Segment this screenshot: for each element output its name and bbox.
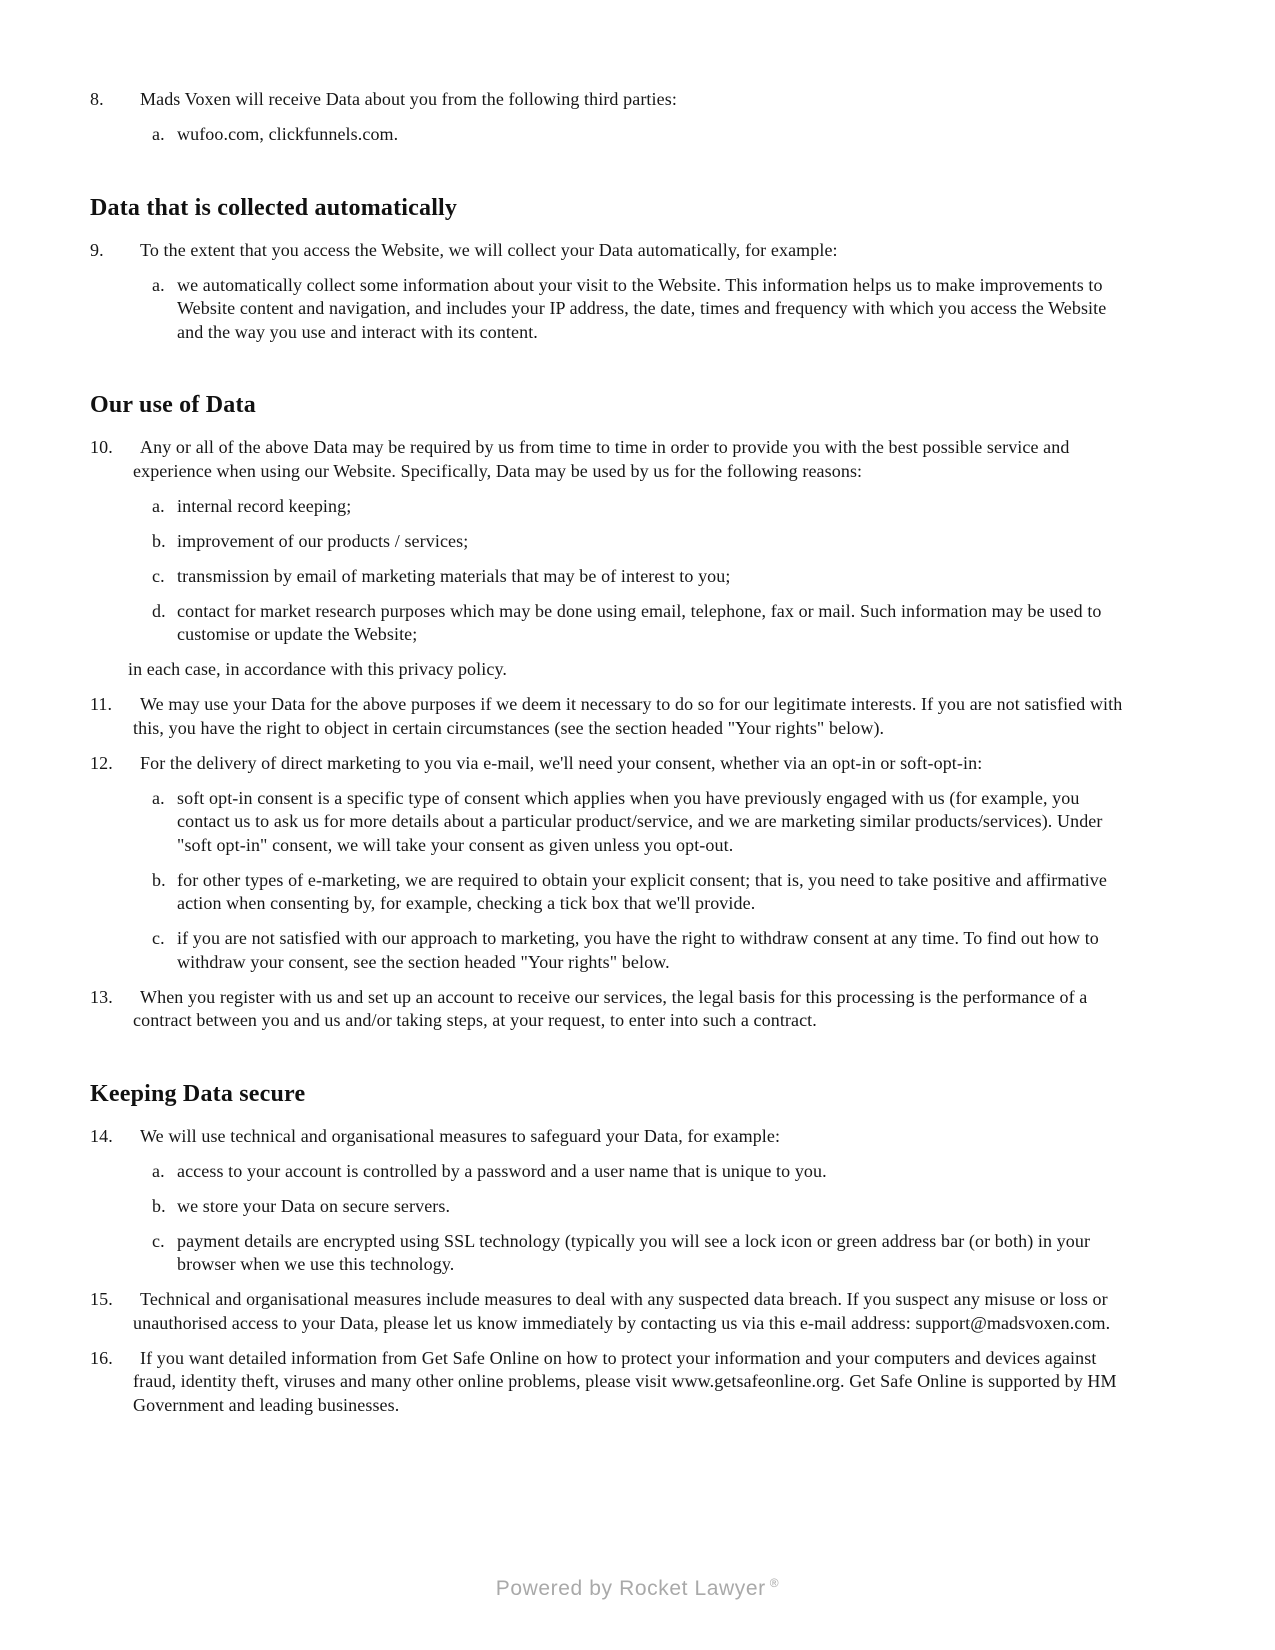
footer-powered-by	[0, 1576, 1275, 1601]
list-item-12	[90, 752, 1125, 776]
sub-item-text: improvement of our products / services;	[177, 530, 469, 551]
sub-item-14b	[152, 1195, 1125, 1219]
item-number: 11.	[90, 694, 113, 714]
sub-item-letter: d.	[152, 600, 166, 621]
sub-item-letter: c.	[152, 565, 165, 586]
list-item-8	[90, 88, 1125, 112]
list-item-9	[90, 239, 1125, 263]
item-number: 16.	[90, 1347, 113, 1368]
item-text: For the delivery of direct marketing to you via e-mail, we'll need your consent, whether via an opt-in or soft-opt-in:	[140, 752, 983, 773]
sub-item-letter: b.	[152, 1195, 166, 1216]
list-item-14	[90, 1125, 1125, 1149]
sub-item-letter: a.	[152, 274, 165, 295]
sub-item-10a	[152, 495, 1125, 519]
sub-item-10d	[152, 600, 1125, 647]
sub-item-text: internal record keeping;	[177, 495, 352, 516]
sub-item-letter: c.	[152, 928, 165, 948]
item-text: We will use technical and organisational measures to safeguard your Data, for example:	[140, 1125, 781, 1146]
heading-data-collected-automatically: Data that is collected automatically	[90, 194, 458, 221]
item-text: Any or all of the above Data may be required by us from time to time in order to provide you with the best possible service and experience when using our Website. Specifically, Data may be used by us for the following reasons:	[133, 437, 1070, 481]
item-number: 13.	[90, 986, 113, 1007]
note-in-each-case: in each case, in accordance with this privacy policy.	[128, 659, 507, 679]
list-item-10	[90, 436, 1125, 483]
sub-item-letter: b.	[152, 869, 166, 890]
item-text: When you register with us and set up an account to receive our services, the legal basis for this processing is the performance of a contract between you and us and/or taking steps, at your request, to enter into such a contract.	[133, 986, 1088, 1030]
item-text: We may use your Data for the above purposes if we deem it necessary to do so for our legitimate interests. If you are not satisfied with this, you have the right to object in certain circumstances (see the section headed "Your rights" below).	[133, 694, 1123, 738]
item-text: To the extent that you access the Website, we will collect your Data automatically, for example:	[140, 239, 838, 260]
sub-item-text: payment details are encrypted using SSL technology (typically you will see a lock icon or green address bar (or both) in your browser when we use this technology.	[177, 1230, 1091, 1274]
sub-item-text: wufoo.com, clickfunnels.com.	[177, 124, 399, 144]
item-text: Mads Voxen will receive Data about you from the following third parties:	[140, 89, 677, 109]
item-number: 12.	[90, 752, 113, 773]
sub-item-text: soft opt-in consent is a specific type of consent which applies when you have previously engaged with us (for example, you contact us to ask us for more details about a particular product/service, and we are marketing similar products/services). Under "soft opt-in" consent, we will take your consent as given unless you opt-out.	[177, 787, 1103, 855]
sub-item-letter: b.	[152, 530, 166, 551]
sub-item-10b	[152, 530, 1125, 554]
sub-item-12c	[152, 927, 1125, 974]
sub-item-letter: a.	[152, 787, 165, 808]
list-item-11	[90, 693, 1125, 740]
sub-item-14c	[152, 1230, 1125, 1277]
sub-item-10c	[152, 565, 1125, 589]
sub-item-letter: c.	[152, 1230, 165, 1251]
registered-trademark-symbol: ®	[769, 1576, 780, 1590]
sub-item-14a	[152, 1160, 1125, 1184]
sub-item-text: we automatically collect some information about your visit to the Website. This information helps us to make improvements to Website content and navigation, and includes your IP address, the date, times and frequency with which you access the Website and the way you use and interact with its content.	[177, 274, 1107, 342]
list-item-16	[90, 1347, 1125, 1418]
sub-item-letter: a.	[152, 495, 165, 516]
footer-brand-text: Powered by Rocket Lawyer	[495, 1577, 766, 1600]
sub-item-letter: a.	[152, 1160, 165, 1181]
sub-item-9a	[152, 274, 1125, 345]
sub-item-text: for other types of e-marketing, we are required to obtain your explicit consent; that is, you need to take positive and affirmative action when consenting by, for example, checking a tick box that we'll provide.	[177, 869, 1107, 913]
sub-item-letter: a.	[152, 124, 165, 144]
heading-keeping-data-secure: Keeping Data secure	[90, 1080, 306, 1107]
sub-item-text: if you are not satisfied with our approach to marketing, you have the right to withdraw consent at any time. To find out how to withdraw your consent, see the section headed "Your rights" below.	[177, 928, 1099, 972]
heading-our-use-of-data: Our use of Data	[90, 392, 256, 418]
sub-item-text: transmission by email of marketing materials that may be of interest to you;	[177, 565, 731, 586]
sub-item-8a	[152, 123, 1125, 147]
item-text: If you want detailed information from Get Safe Online on how to protect your information and your computers and devices against fraud, identity theft, viruses and many other online problems, please visit www.getsafeonline.org. Get Safe Online is supported by HM Government and leading businesses.	[133, 1347, 1117, 1415]
sub-item-text: we store your Data on secure servers.	[177, 1195, 451, 1216]
item-number: 8.	[90, 89, 104, 109]
item-text: Technical and organisational measures include measures to deal with any suspected data breach. If you suspect any misuse or loss or unauthorised access to your Data, please let us know immediately by contacting us via this e-mail address: support@madsvoxen.com.	[133, 1289, 1111, 1333]
item-number: 14.	[90, 1125, 113, 1146]
item-number: 15.	[90, 1289, 113, 1309]
sub-item-text: access to your account is controlled by a password and a user name that is unique to you.	[177, 1160, 827, 1181]
list-item-13	[90, 986, 1125, 1033]
sub-item-12b	[152, 869, 1125, 916]
list-item-15	[90, 1288, 1125, 1335]
sub-item-12a	[152, 787, 1125, 858]
item-number: 9.	[90, 239, 104, 260]
item-number: 10.	[90, 437, 113, 457]
sub-item-text: contact for market research purposes which may be done using email, telephone, fax or mail. Such information may be used to customise or update the Website;	[177, 600, 1102, 644]
